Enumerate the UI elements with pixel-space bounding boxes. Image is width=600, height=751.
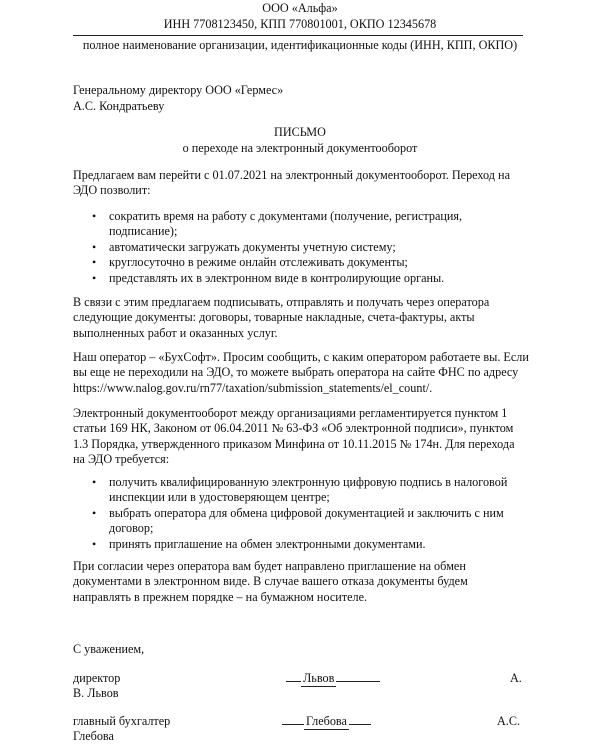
text-line: договор; bbox=[109, 521, 154, 536]
addressee-line-2: А.С. Кондратьеву bbox=[73, 99, 165, 113]
signature-underline bbox=[282, 724, 304, 725]
header-divider bbox=[73, 35, 523, 36]
text-line: 1.3 Порядка, утвержденного приказом Минфина от 10.11.2015 № 174н. Для перехода bbox=[73, 436, 515, 451]
signer-name: В. Львов bbox=[73, 686, 119, 700]
signature-line bbox=[286, 671, 380, 687]
text-line: документами в электронном виде. В случае вашего отказа документы будем bbox=[73, 574, 468, 589]
list-item bbox=[92, 475, 507, 506]
text-line: • сократить время на работу с документами (получение, регистрация, bbox=[109, 209, 463, 223]
text-line: статьи 169 НК, Законом от 06.04.2011 № 63-ФЗ «Об электронной подписи», пунктом bbox=[73, 421, 514, 436]
signature-text: Глебова bbox=[304, 714, 349, 730]
text-line: В связи с этим предлагаем подписывать, отправлять и получать через оператора bbox=[73, 295, 490, 309]
list-item bbox=[92, 240, 462, 255]
text-line: • принять приглашение на обмен электронными документами. bbox=[109, 536, 426, 551]
signer-role: главный бухгалтер bbox=[73, 714, 171, 728]
text-line: • представлять их в электронном виде в контролирующие органы. bbox=[109, 270, 445, 285]
paragraph-operator bbox=[73, 350, 529, 396]
intro-paragraph bbox=[73, 168, 510, 199]
text-line: Электронный документооборот между организациями регламентируется пунктом 1 bbox=[73, 406, 508, 420]
signature-underline bbox=[336, 681, 380, 682]
text-line: • получить квалифицированную электронную цифровую подпись в налоговой bbox=[109, 475, 508, 489]
signer-initial: А.С. bbox=[497, 714, 521, 728]
signature-underline bbox=[349, 724, 371, 725]
list-item bbox=[92, 255, 462, 270]
list-item bbox=[92, 271, 462, 286]
text-line: вы еще не переходили на ЭДО, то можете выбрать оператора на сайте ФНС по адресу bbox=[73, 365, 519, 380]
text-line: Предлагаем вам перейти с 01.07.2021 на электронный документооборот. Переход на bbox=[73, 168, 510, 182]
header-caption: полное наименование организации, идентификационные коды (ИНН, КПП, ОКПО) bbox=[82, 38, 518, 52]
list-item bbox=[92, 209, 462, 240]
paragraph-consent bbox=[73, 559, 468, 605]
closing-text: С уважением, bbox=[73, 642, 145, 656]
text-line: • выбрать оператора для обмена цифровой документацией и заключить с ним bbox=[109, 505, 504, 520]
text-line: на ЭДО требуется: bbox=[73, 452, 170, 467]
text-line: направлять в прежнем порядке – на бумажном носителе. bbox=[73, 589, 368, 604]
letter-title: ПИСЬМО bbox=[274, 125, 326, 139]
text-line: https://www.nalog.gov.ru/rn77/taxation/submission_statements/el_count/. bbox=[73, 380, 433, 395]
text-line: подписание); bbox=[109, 224, 178, 239]
addressee-line-1: Генеральному директору ООО «Гермес» bbox=[73, 83, 284, 97]
text-line: ЭДО позволит: bbox=[73, 183, 151, 198]
text-line: инспекции или в удостоверяющем центре; bbox=[109, 490, 330, 505]
signer-role: директор bbox=[73, 671, 121, 685]
requirements-list bbox=[92, 475, 507, 552]
org-name: ООО «Альфа» bbox=[262, 1, 338, 15]
text-line: • круглосуточно в режиме онлайн отслеживать документы; bbox=[109, 255, 408, 270]
text-line: Наш оператор – «БухСофт». Просим сообщить, с каким оператором работаете вы. Если bbox=[73, 350, 529, 364]
list-item bbox=[92, 537, 507, 552]
letter-subtitle: о переходе на электронный документооборот bbox=[182, 141, 418, 155]
text-line: следующие документы: договоры, товарные накладные, счета-фактуры, акты bbox=[73, 310, 475, 325]
text-line: выполненных работ и оказанных услуг. bbox=[73, 325, 278, 340]
text-line: При согласии через оператора вам будет направлено приглашение на обмен bbox=[73, 559, 466, 573]
signature-line bbox=[282, 714, 371, 730]
list-item bbox=[92, 506, 507, 537]
signer-initial: А. bbox=[510, 671, 522, 685]
signature-underline bbox=[286, 681, 301, 682]
paragraph-documents bbox=[73, 295, 489, 341]
signature-text: Львов bbox=[301, 671, 336, 687]
org-codes: ИНН 7708123450, КПП 770801001, ОКПО 12345678 bbox=[163, 17, 437, 31]
signer-name: Глебова bbox=[73, 729, 114, 743]
paragraph-legal-basis bbox=[73, 406, 514, 468]
benefits-list bbox=[92, 209, 462, 286]
text-line: • автоматически загружать документы учетную систему; bbox=[109, 239, 396, 254]
